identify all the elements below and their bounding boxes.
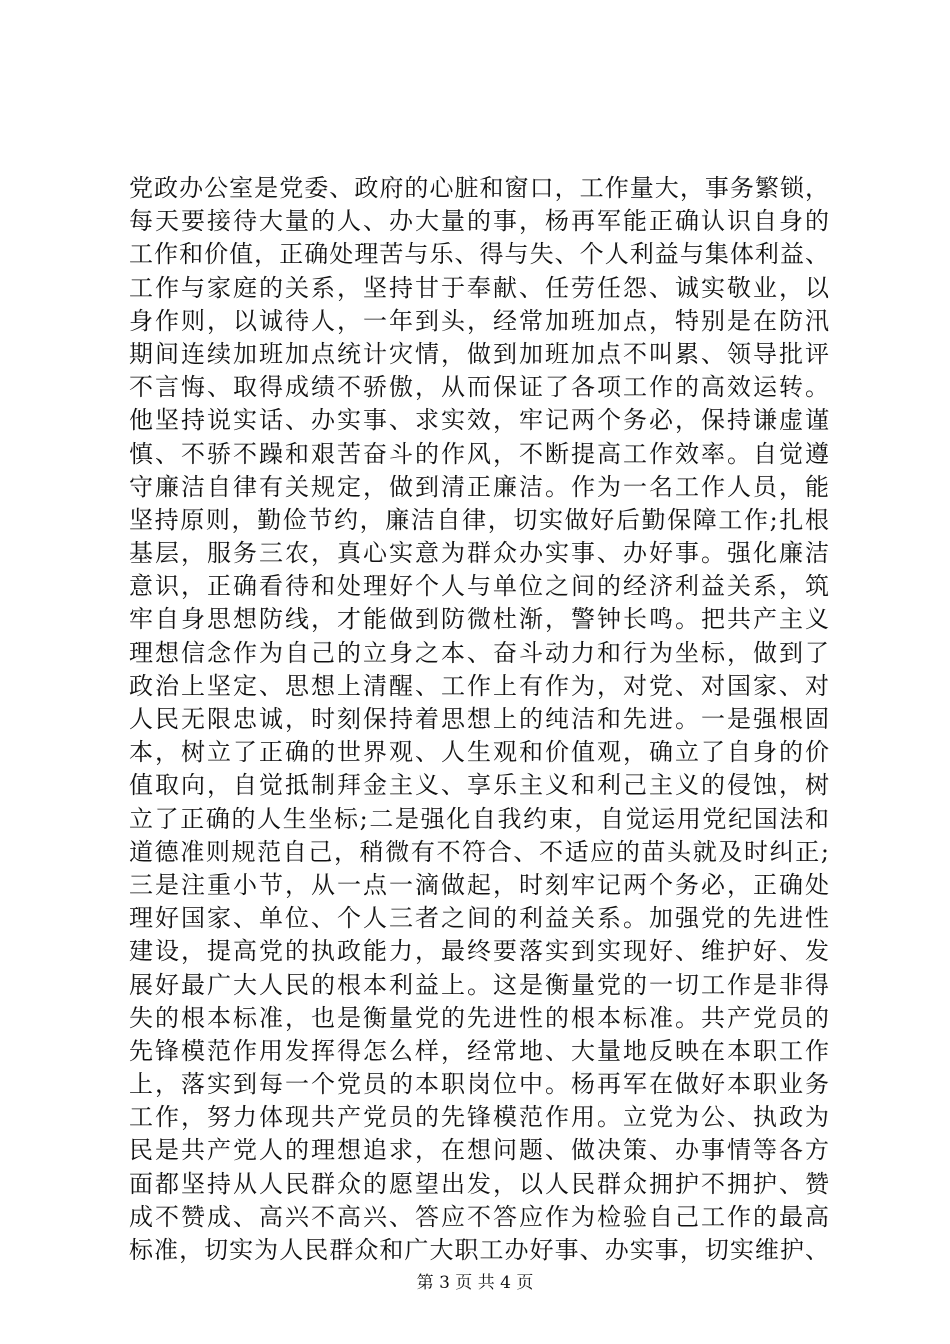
text-line: 守廉洁自律有关规定，做到清正廉洁。作为一名工作人员，能 bbox=[129, 472, 829, 501]
text-line: 成不赞成、高兴不高兴、答应不答应作为检验自己工作的最高 bbox=[129, 1202, 829, 1231]
text-line: 理好国家、单位、个人三者之间的利益关系。加强党的先进性 bbox=[129, 904, 829, 933]
text-line: 每天要接待大量的人、办大量的事，杨再军能正确认识自身的 bbox=[129, 207, 829, 236]
text-line: 失的根本标准，也是衡量党的先进性的根本标准。共产党员的 bbox=[129, 1003, 829, 1032]
text-line: 牢自身思想防线，才能做到防微杜渐，警钟长鸣。把共产主义 bbox=[129, 605, 829, 634]
text-line: 面都坚持从人民群众的愿望出发，以人民群众拥护不拥护、赞 bbox=[129, 1169, 829, 1198]
text-line: 上，落实到每一个党员的本职岗位中。杨再军在做好本职业务 bbox=[129, 1070, 829, 1099]
page-number-footer: 第 3 页 共 4 页 bbox=[416, 1273, 534, 1293]
text-line: 期间连续加班加点统计灾情，做到加班加点不叫累、领导批评 bbox=[129, 339, 829, 368]
text-line: 本，树立了正确的世界观、人生观和价值观，确立了自身的价 bbox=[129, 738, 829, 767]
text-line: 先锋模范作用发挥得怎么样，经常地、大量地反映在本职工作 bbox=[129, 1036, 829, 1065]
text-line: 民是共产党人的理想追求，在想问题、做决策、办事情等各方 bbox=[129, 1136, 829, 1165]
text-line: 慎、不骄不躁和艰苦奋斗的作风，不断提高工作效率。自觉遵 bbox=[129, 439, 829, 468]
text-line: 意识，正确看待和处理好个人与单位之间的经济利益关系，筑 bbox=[129, 572, 829, 601]
text-line: 政治上坚定、思想上清醒、工作上有作为，对党、对国家、对 bbox=[129, 671, 829, 700]
text-line: 三是注重小节，从一点一滴做起，时刻牢记两个务必，正确处 bbox=[129, 870, 829, 899]
text-line: 道德准则规范自己，稍微有不符合、不适应的苗头就及时纠正; bbox=[129, 837, 829, 866]
text-line: 标准，切实为人民群众和广大职工办好事、办实事，切实维护、 bbox=[129, 1236, 829, 1264]
body-paragraph bbox=[129, 172, 829, 1267]
text-line: 工作，努力体现共产党员的先锋模范作用。立党为公、执政为 bbox=[129, 1103, 829, 1132]
text-line: 身作则，以诚待人，一年到头，经常加班加点，特别是在防汛 bbox=[129, 306, 829, 335]
text-line: 人民无限忠诚，时刻保持着思想上的纯洁和先进。一是强根固 bbox=[129, 705, 829, 733]
text-line: 建设，提高党的执政能力，最终要落实到实现好、维护好、发 bbox=[129, 937, 829, 966]
text-line: 党政办公室是党委、政府的心脏和窗口，工作量大，事务繁锁， bbox=[129, 174, 829, 202]
text-line: 基层，服务三农，真心实意为群众办实事、办好事。强化廉洁 bbox=[129, 539, 829, 568]
text-line: 他坚持说实话、办实事、求实效，牢记两个务必，保持谦虚谨 bbox=[129, 406, 829, 435]
text-line: 立了正确的人生坐标;二是强化自我约束，自觉运用党纪国法和 bbox=[129, 804, 829, 833]
text-line: 不言悔、取得成绩不骄傲，从而保证了各项工作的高效运转。 bbox=[129, 373, 829, 402]
text-line: 工作与家庭的关系，坚持甘于奉献、任劳任怨、诚实敬业，以 bbox=[129, 273, 829, 302]
text-line: 值取向，自觉抵制拜金主义、享乐主义和利己主义的侵蚀，树 bbox=[129, 771, 829, 800]
text-line: 展好最广大人民的根本利益上。这是衡量党的一切工作是非得 bbox=[129, 970, 829, 999]
text-line: 坚持原则，勤俭节约，廉洁自律，切实做好后勤保障工作;扎根 bbox=[129, 505, 829, 534]
text-line: 理想信念作为自己的立身之本、奋斗动力和行为坐标，做到了 bbox=[129, 638, 829, 667]
text-line: 工作和价值，正确处理苦与乐、得与失、个人利益与集体利益、 bbox=[129, 240, 829, 269]
